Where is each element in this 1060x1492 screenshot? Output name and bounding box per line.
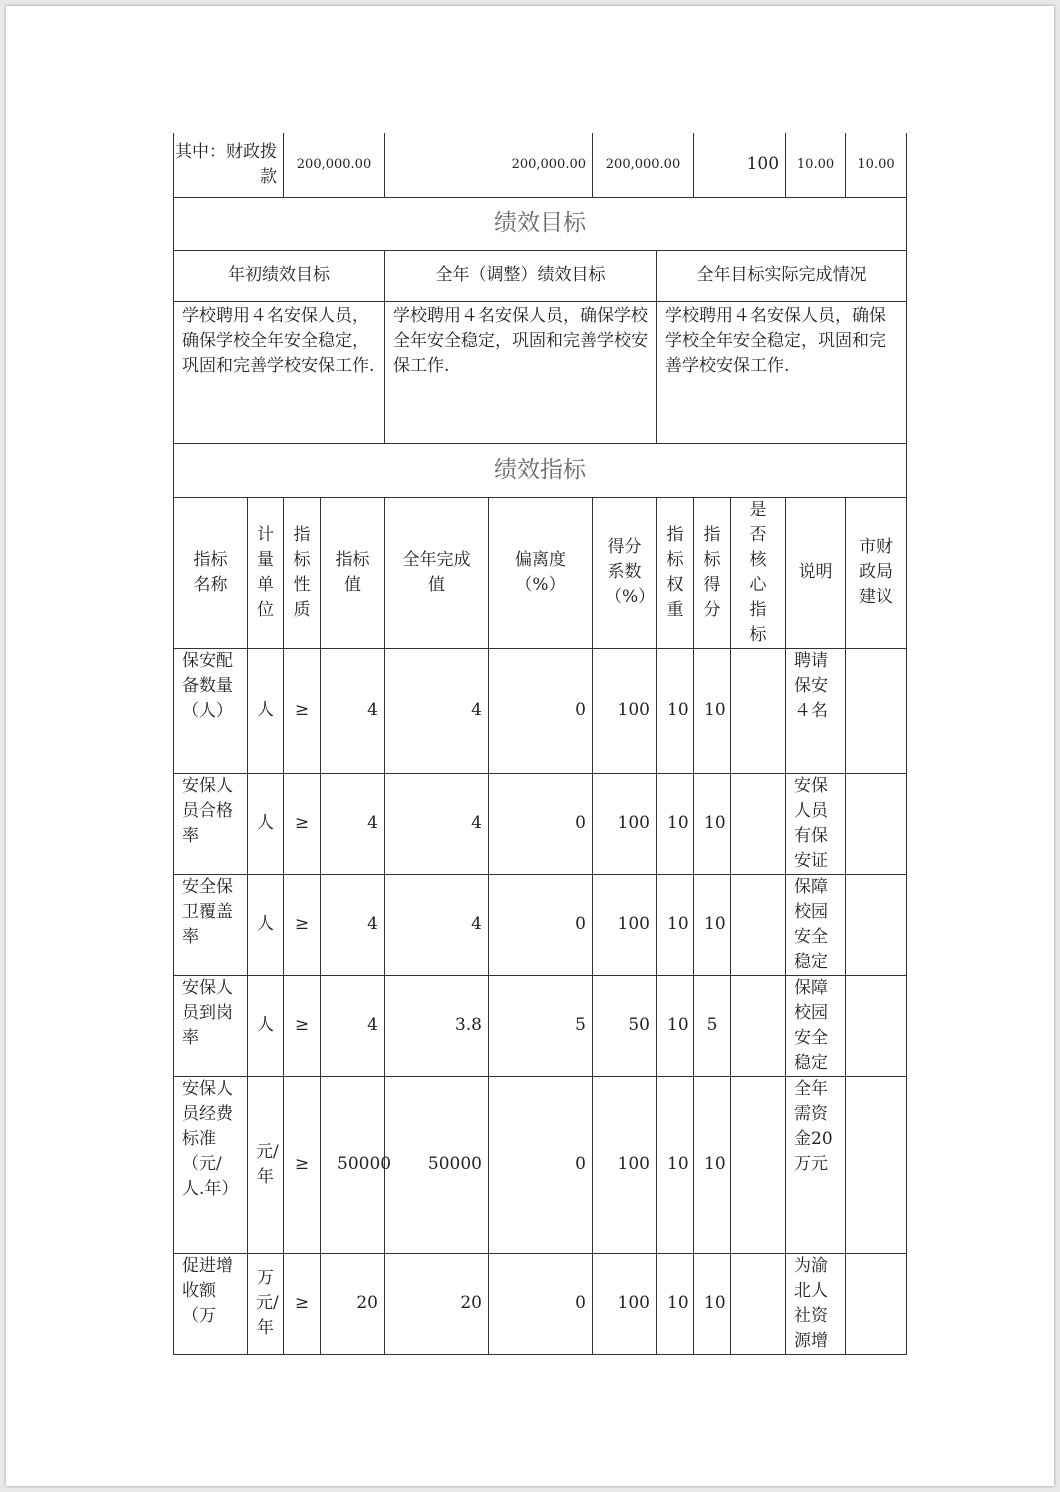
indicator-name: 安保人员经费标准（元/人.年）: [174, 1076, 248, 1253]
coef-value: 100: [593, 648, 657, 773]
actual-value: 50000: [385, 1076, 489, 1253]
coef-value: 100: [593, 1253, 657, 1354]
unit-cell: 人: [248, 773, 284, 874]
header-advice: 市财政局建议: [846, 497, 907, 648]
indicator-header-row: [174, 497, 907, 648]
target-value: 20: [321, 1253, 385, 1354]
goal-header-initial: 年初绩效目标: [174, 250, 385, 301]
actual-value: 4: [385, 773, 489, 874]
advice-text: [846, 1253, 907, 1354]
core-flag: [731, 874, 786, 975]
weight-value: 10: [657, 648, 694, 773]
indicator-name: 安保人员合格率: [174, 773, 248, 874]
budget-initial: 200,000.00: [284, 133, 385, 197]
core-flag: [731, 975, 786, 1076]
goals-section-title: 绩效目标: [174, 197, 907, 250]
indicator-name: 保安配备数量（人）: [174, 648, 248, 773]
goal-adjusted-text: 学校聘用４名安保人员，确保学校全年安全稳定，巩固和完善学校安保工作.: [385, 301, 657, 443]
coef-value: 100: [593, 874, 657, 975]
nature-cell: ≥: [284, 1076, 321, 1253]
funding-row: [174, 133, 907, 197]
header-unit: 计量单位: [248, 497, 284, 648]
indicators-section-title: 绩效指标: [174, 443, 907, 497]
deviation-value: 5: [489, 975, 593, 1076]
score-value: 10: [694, 874, 731, 975]
indicator-body: [174, 648, 907, 1354]
nature-cell: ≥: [284, 773, 321, 874]
score-value: 10: [694, 1253, 731, 1354]
goals-content-row: [174, 301, 907, 443]
unit-cell: 人: [248, 975, 284, 1076]
goal-header-adjusted: 全年（调整）绩效目标: [385, 250, 657, 301]
advice-text: [846, 874, 907, 975]
budget-adjusted: 200,000.00: [385, 133, 593, 197]
deviation-value: 0: [489, 648, 593, 773]
actual-value: 20: [385, 1253, 489, 1354]
header-note: 说明: [786, 497, 846, 648]
coef-value: 50: [593, 975, 657, 1076]
goal-initial-text: 学校聘用４名安保人员，确保学校全年安全稳定，巩固和完善学校安保工作.: [174, 301, 385, 443]
target-value: 4: [321, 648, 385, 773]
deviation-value: 0: [489, 1253, 593, 1354]
actual-value: 3.8: [385, 975, 489, 1076]
executed-amount: 200,000.00: [593, 133, 694, 197]
indicator-name: 促进增收额（万: [174, 1253, 248, 1354]
indicator-row: [174, 874, 907, 975]
weight-value: 10: [657, 1253, 694, 1354]
goal-actual-text: 学校聘用４名安保人员，确保学校全年安全稳定，巩固和完善学校安保工作.: [657, 301, 907, 443]
target-value: 4: [321, 874, 385, 975]
header-nature: 指标性质: [284, 497, 321, 648]
unit-cell: 元/年: [248, 1076, 284, 1253]
core-flag: [731, 1076, 786, 1253]
weight-value: 10: [657, 773, 694, 874]
score-value: 10: [694, 648, 731, 773]
note-text: 为渝北人社资源增: [786, 1253, 846, 1354]
core-flag: [731, 1253, 786, 1354]
unit-cell: 人: [248, 648, 284, 773]
score-value: 5: [694, 975, 731, 1076]
advice-text: [846, 773, 907, 874]
header-coef: 得分系数（%）: [593, 497, 657, 648]
actual-value: 4: [385, 874, 489, 975]
score-value: 10: [694, 773, 731, 874]
indicator-row: [174, 648, 907, 773]
weight-value: 10: [657, 1076, 694, 1253]
deviation-value: 0: [489, 1076, 593, 1253]
indicator-name: 安保人员到岗率: [174, 975, 248, 1076]
nature-cell: ≥: [284, 648, 321, 773]
note-text: 保障校园安全稳定: [786, 975, 846, 1076]
advice-text: [846, 648, 907, 773]
weight-value: 10: [657, 874, 694, 975]
header-core: 是否核心指标: [731, 497, 786, 648]
funding-score: 10.00: [846, 133, 907, 197]
note-text: 全年需资金20万元: [786, 1076, 846, 1253]
funding-label: 其中：财政拨款: [174, 133, 284, 197]
execution-rate: 100: [694, 133, 786, 197]
funding-weight: 10.00: [786, 133, 846, 197]
actual-value: 4: [385, 648, 489, 773]
indicator-row: [174, 773, 907, 874]
note-text: 聘请保安４名: [786, 648, 846, 773]
weight-value: 10: [657, 975, 694, 1076]
header-deviation: 偏离度（%）: [489, 497, 593, 648]
goals-header-row: [174, 250, 907, 301]
core-flag: [731, 648, 786, 773]
header-score: 指标得分: [694, 497, 731, 648]
indicator-row: [174, 1253, 907, 1354]
indicator-row: [174, 975, 907, 1076]
deviation-value: 0: [489, 773, 593, 874]
target-value: 4: [321, 975, 385, 1076]
note-text: 安保人员有保安证: [786, 773, 846, 874]
advice-text: [846, 975, 907, 1076]
nature-cell: ≥: [284, 1253, 321, 1354]
advice-text: [846, 1076, 907, 1253]
indicator-name: 安全保卫覆盖率: [174, 874, 248, 975]
header-actual: 全年完成值: [385, 497, 489, 648]
coef-value: 100: [593, 773, 657, 874]
target-value: 50000: [321, 1076, 385, 1253]
target-value: 4: [321, 773, 385, 874]
note-text: 保障校园安全稳定: [786, 874, 846, 975]
header-name: 指标名称: [174, 497, 248, 648]
performance-table: [173, 133, 907, 1355]
header-weight: 指标权重: [657, 497, 694, 648]
header-value: 指标值: [321, 497, 385, 648]
unit-cell: 万元/年: [248, 1253, 284, 1354]
goal-header-actual: 全年目标实际完成情况: [657, 250, 907, 301]
core-flag: [731, 773, 786, 874]
deviation-value: 0: [489, 874, 593, 975]
coef-value: 100: [593, 1076, 657, 1253]
nature-cell: ≥: [284, 874, 321, 975]
unit-cell: 人: [248, 874, 284, 975]
document-page: [6, 6, 1054, 1486]
indicator-row: [174, 1076, 907, 1253]
score-value: 10: [694, 1076, 731, 1253]
nature-cell: ≥: [284, 975, 321, 1076]
